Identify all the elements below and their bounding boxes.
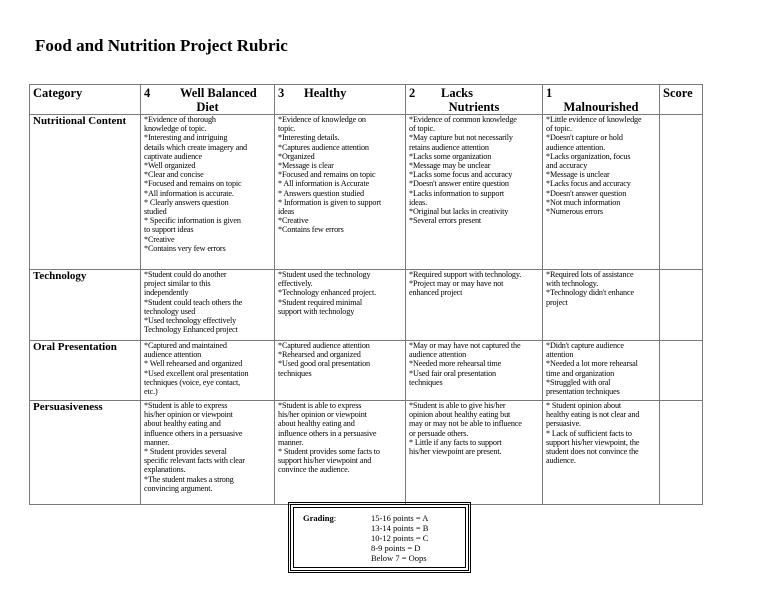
cell-nutritional-2: *Evidence of common knowledge of topic. *May capture but not necessarily retains audience attention *Lacks some organization *Message may be unclear *Lacks some focus and accuracy *Doesn't answer entire question *Lacks information to support ideas. *Original but lacks in creativity *Several errors present <box>406 115 543 270</box>
cell-persuasiveness-4: *Student is able to express his/her opinion or viewpoint about healthy eating and influence others in a persuasive manner. * Student provides several specific relevant facts with clear explanations. *The student makes a strong convincing argument. <box>141 401 275 505</box>
cell-technology-4: *Student could do another project similar to this independently *Student could teach others the technology used *Used technology effectively Technology Enhanced project <box>141 270 275 341</box>
grade-line: 8-9 points = D <box>371 543 421 553</box>
cell-oral-2: *May or may have not captured the audience attention *Needed more rehearsal time *Used fair oral presentation techniques <box>406 341 543 401</box>
cell-nutritional-4: *Evidence of thorough knowledge of topic. *Interesting and intriguing details which create imagery and captivate audience *Well organized *Clear and concise *Focused and remains on topic *All information is accurate. * Clearly answers question studied * Specific information is given to support ideas *Creative *Contains very few errors <box>141 115 275 270</box>
grade-line: Below 7 = Oops <box>371 553 427 563</box>
grading-label: Grading: <box>303 513 337 523</box>
cell-persuasiveness-1: * Student opinion about healthy eating is not clear and persuasive. * Lack of sufficient facts to support his/her viewpoint, the student does not convince the audience. <box>543 401 660 505</box>
score-cell <box>660 341 703 401</box>
table-row <box>30 270 703 341</box>
grading-box <box>288 502 471 573</box>
grade-line: 10-12 points = C <box>371 533 429 543</box>
table-row <box>30 401 703 505</box>
header-row <box>30 85 703 115</box>
header-category: Category <box>30 85 141 115</box>
category-nutritional-content: Nutritional Content <box>30 115 141 270</box>
header-col2: 2 Lacks Nutrients <box>406 85 543 115</box>
cell-oral-1: *Didn't capture audience attention *Needed a lot more rehearsal time and organization *Struggled with oral presentation techniques <box>543 341 660 401</box>
category-technology: Technology <box>30 270 141 341</box>
table-row <box>30 115 703 270</box>
cell-nutritional-1: *Little evidence of knowledge of topic. *Doesn't capture or hold audience attention. *Lacks organization, focus and accuracy *Message is unclear *Lacks focus and accuracy *Doesn't answer question *Not much information *Numerous errors <box>543 115 660 270</box>
page-title: Food and Nutrition Project Rubric <box>35 36 288 55</box>
header-col4: 4 Well Balanced Diet <box>141 85 275 115</box>
score-cell <box>660 115 703 270</box>
header-col3: 3 Healthy <box>275 85 406 115</box>
cell-technology-2: *Required support with technology. *Project may or may have not enhanced project <box>406 270 543 341</box>
grading-scale <box>371 513 428 563</box>
cell-nutritional-3: *Evidence of knowledge on topic. *Interesting details. *Captures audience attention *Organized *Message is clear *Focused and remains on topic * All information is Accurate * Answers question studied * Information is given to support ideas *Creative *Contains few errors <box>275 115 406 270</box>
score-cell <box>660 401 703 505</box>
header-score: Score <box>660 85 703 115</box>
cell-technology-1: *Required lots of assistance with technology. *Technology didn't enhance project <box>543 270 660 341</box>
cell-oral-4: *Captured and maintained audience attention * Well rehearsed and organized *Used excellent oral presentation techniques (voice, eye contact, etc.) <box>141 341 275 401</box>
grade-line: 15-16 points = A <box>371 513 429 523</box>
rubric-table <box>29 84 703 505</box>
category-persuasiveness: Persuasiveness <box>30 401 141 505</box>
header-col1: 1 Malnourished <box>543 85 660 115</box>
cell-persuasiveness-2: *Student is able to give his/her opinion about healthy eating but may or may not be able to influence or persuade others. * Little if any facts to support his/her viewpoint are present. <box>406 401 543 505</box>
cell-persuasiveness-3: *Student is able to express his/her opinion or viewpoint about healthy eating and influence others in a persuasive manner. * Student provides some facts to support his/her viewpoint and convince the audience. <box>275 401 406 505</box>
category-oral-presentation: Oral Presentation <box>30 341 141 401</box>
grade-line: 13-14 points = B <box>371 523 429 533</box>
cell-oral-3: *Captured audience attention *Rehearsed and organized *Used good oral presentation techniques <box>275 341 406 401</box>
table-row <box>30 341 703 401</box>
cell-technology-3: *Student used the technology effectively. *Technology enhanced project. *Student required minimal support with technology <box>275 270 406 341</box>
score-cell <box>660 270 703 341</box>
